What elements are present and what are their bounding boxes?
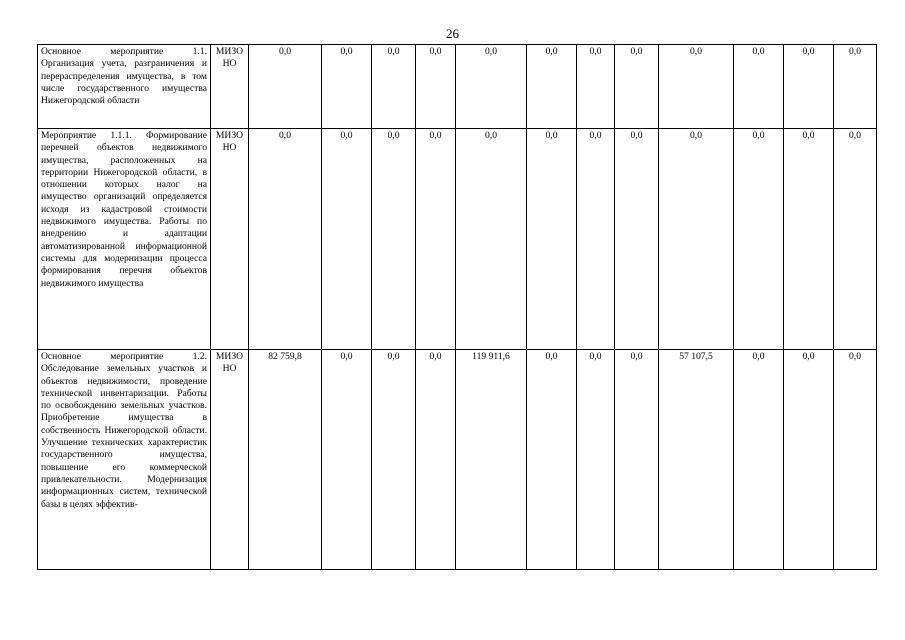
value-cell: 82 759,8 <box>249 350 322 570</box>
value-cell: 0,0 <box>416 129 456 350</box>
value-cell: 0,0 <box>322 129 372 350</box>
value-cell: 0,0 <box>372 129 416 350</box>
value-cell: 0,0 <box>834 129 877 350</box>
value-cell: 0,0 <box>249 45 322 129</box>
value-cell: 0,0 <box>659 45 734 129</box>
value-cell: 0,0 <box>322 45 372 129</box>
value-cell: 0,0 <box>734 129 784 350</box>
value-cell: 0,0 <box>615 129 659 350</box>
value-cell: 0,0 <box>784 45 834 129</box>
value-cell: 0,0 <box>734 45 784 129</box>
value-cell: 0,0 <box>577 129 615 350</box>
value-cell: 0,0 <box>322 350 372 570</box>
value-cell: 0,0 <box>615 45 659 129</box>
value-cell: 0,0 <box>456 45 527 129</box>
value-cell: 0,0 <box>834 350 877 570</box>
value-cell: 0,0 <box>456 129 527 350</box>
value-cell: 0,0 <box>577 45 615 129</box>
table-row <box>38 350 877 570</box>
responsible-org: МИЗО НО <box>211 45 249 129</box>
value-cell: 0,0 <box>834 45 877 129</box>
value-cell: 0,0 <box>527 350 577 570</box>
activity-description: Основное мероприятие 1.2. Обследование земельных участков и объектов недвижимости, проведение технической инвентаризации. Работы по освобождению земельных участков. Приобретение имущества в собственность Нижегородской области. Улучшение технических характеристик государственного имущества, повышение его коммерческой привлекательности. Модернизация информационных систем, технической базы в целях эффектив- <box>38 350 211 570</box>
value-cell: 57 107,5 <box>659 350 734 570</box>
value-cell: 0,0 <box>527 129 577 350</box>
value-cell: 0,0 <box>615 350 659 570</box>
table-row <box>38 129 877 350</box>
responsible-org: МИЗО НО <box>211 129 249 350</box>
value-cell: 0,0 <box>784 350 834 570</box>
value-cell: 0,0 <box>527 45 577 129</box>
value-cell: 0,0 <box>784 129 834 350</box>
responsible-org: МИЗО НО <box>211 350 249 570</box>
activity-description: Основное мероприятие 1.1. Организация учета, разграничения и перераспределения имущества, в том числе государственного имущества Нижегородской области <box>38 45 211 129</box>
budget-table <box>37 44 877 570</box>
value-cell: 0,0 <box>372 350 416 570</box>
value-cell: 0,0 <box>372 45 416 129</box>
value-cell: 0,0 <box>416 350 456 570</box>
table-row <box>38 45 877 129</box>
activity-description: Мероприятие 1.1.1. Формирование перечней объектов недвижимого имущества, расположенных на территории Нижегородской области, в отношении которых налог на имущество организаций определяется исходя из кадастровой стоимости недвижимого имущества. Работы по внедрению и адаптации автоматизированной информационной системы для модернизации процесса формирования перечня объектов недвижимого имущества <box>38 129 211 350</box>
value-cell: 0,0 <box>659 129 734 350</box>
value-cell: 0,0 <box>734 350 784 570</box>
value-cell: 0,0 <box>416 45 456 129</box>
value-cell: 0,0 <box>577 350 615 570</box>
page-number: 26 <box>446 26 459 41</box>
value-cell: 119 911,6 <box>456 350 527 570</box>
value-cell: 0,0 <box>249 129 322 350</box>
